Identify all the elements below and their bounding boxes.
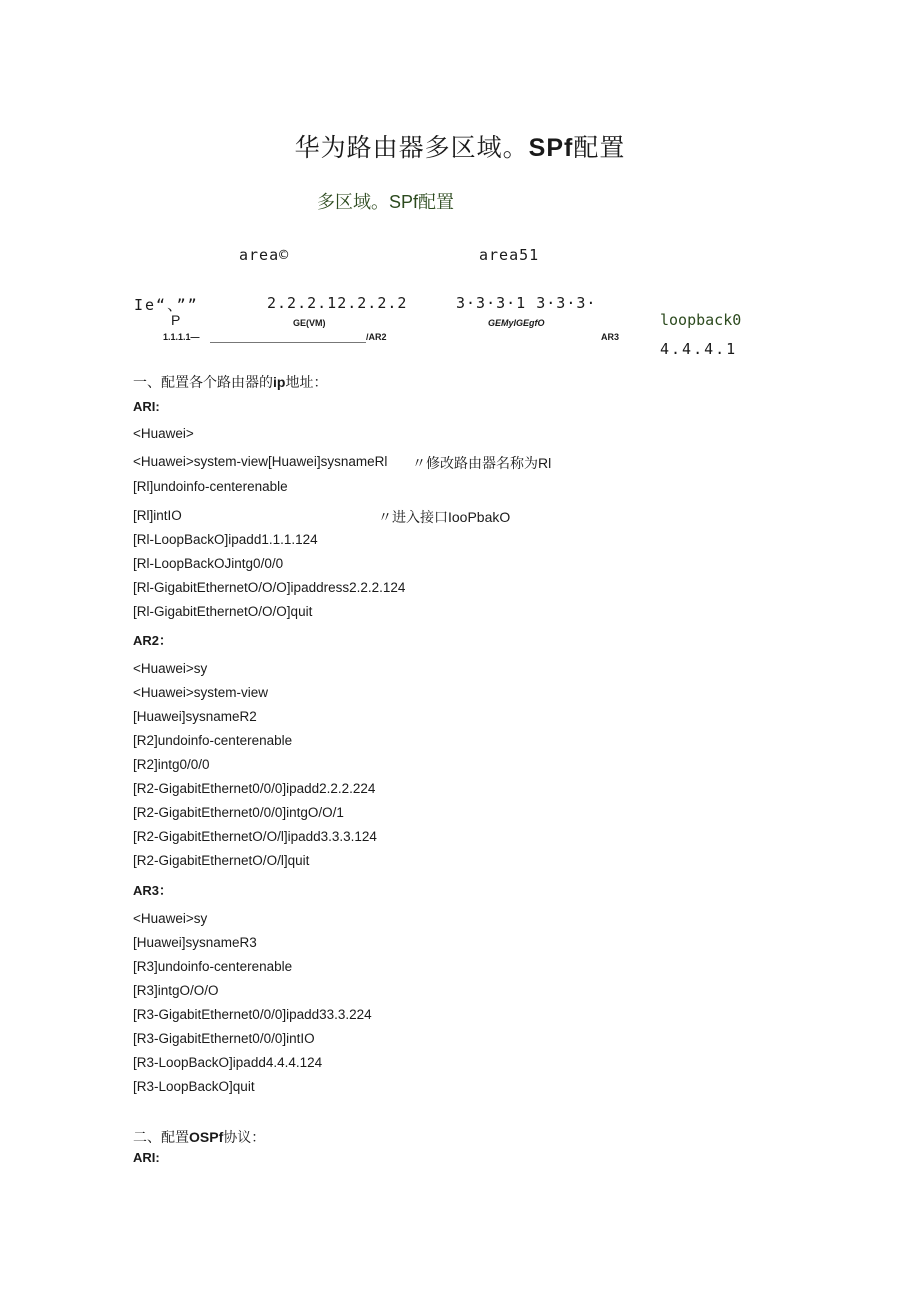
loopback-ip: 4.4.4.1 (660, 340, 738, 358)
cmd-line: [Rl-GigabitEthernetO/O/O]ipaddress2.2.2.124 (133, 580, 406, 595)
section2-heading (133, 1127, 265, 1147)
title-suffix: 配置 (573, 134, 626, 162)
ip-r1-r2: 2.2.2.12.2.2.2 (267, 294, 408, 312)
cmd-line: [Huawei]sysnameR3 (133, 935, 257, 950)
ge-vm-label: GE(VM) (293, 318, 326, 328)
p-label: P (171, 312, 181, 328)
loopback-label: loopback0 (660, 311, 742, 329)
subtitle: 多区域。SPf配置 (317, 192, 455, 212)
comment-interface: 〃进入接口IooPbakO (378, 509, 511, 525)
title-prefix: 华为路由器多区域。 (294, 134, 529, 162)
cmd-line: [R2-GigabitEthernet0/0/0]ipadd2.2.2.224 (133, 781, 376, 796)
ar1-label: ARI: (133, 399, 160, 414)
cmd-line: <Huawei>sy (133, 661, 208, 676)
ar3-section-label: AR3： (133, 883, 173, 898)
cmd-line: [R2-GigabitEthernet0/0/0]intgO/O/1 (133, 805, 344, 820)
cmd-line: <Huawei> (133, 426, 194, 441)
cmd-line: [R3-LoopBackO]ipadd4.4.4.124 (133, 1055, 323, 1070)
cmd-line: [Rl-LoopBackOJintg0/0/0 (133, 556, 284, 571)
section1-heading (133, 372, 327, 392)
cmd-line: [R3]undoinfo-centerenable (133, 959, 293, 974)
cmd-line: [R3-LoopBackO]quit (133, 1079, 255, 1094)
cmd-line: <Huawei>system-view (133, 685, 269, 700)
area0-label: area© (239, 246, 290, 264)
gemy-label: GEMylGEgfO (488, 318, 545, 328)
cmd-line: [R2]undoinfo-centerenable (133, 733, 293, 748)
left-glyph: Ie“、”” (134, 296, 199, 314)
ar2-section-label: AR2： (133, 633, 173, 648)
r1-ip-label: 1.1.1.1— (163, 332, 200, 342)
section2-heading-b: OSPf (189, 1129, 224, 1145)
section2-ar1-label: ARI: (133, 1150, 160, 1165)
link-line (210, 342, 366, 343)
cmd-line: [R2]intg0/0/0 (133, 757, 210, 772)
cmd-line: [Rl-LoopBackO]ipadd1.1.1.124 (133, 532, 318, 547)
area51-label: area51 (479, 246, 540, 264)
ar2-label: /AR2 (366, 332, 387, 342)
cmd-line: [Huawei]sysnameR2 (133, 709, 257, 724)
section1-heading-b: ip (273, 374, 286, 390)
title-bold: SPf (528, 134, 574, 162)
cmd-line: [R3]intgO/O/O (133, 983, 219, 998)
cmd-line: [R2-GigabitEthernetO/O/l]ipadd3.3.3.124 (133, 829, 377, 844)
cmd-line: [Rl-GigabitEthernetO/O/O]quit (133, 604, 313, 619)
page-title (0, 128, 920, 164)
section1-heading-c: 地址： (285, 374, 328, 390)
section2-heading-c: 协议： (223, 1129, 266, 1145)
cmd-line: [Rl]intIO (133, 508, 182, 523)
cmd-line: [R3-GigabitEthernet0/0/0]ipadd33.3.224 (133, 1007, 372, 1022)
cmd-line: <Huawei>system-view[Huawei]sysnameRl (133, 454, 388, 469)
cmd-line: [R3-GigabitEthernet0/0/0]intIO (133, 1031, 315, 1046)
section1-heading-a: 一、配置各个路由器的 (133, 374, 273, 390)
ar3-label: AR3 (601, 332, 620, 342)
cmd-line: [R2-GigabitEthernetO/O/l]quit (133, 853, 310, 868)
comment-rename: 〃修改路由器名称为Rl (412, 455, 552, 471)
ip-r2-r3: 3·3·3·1 3·3·3· (456, 294, 597, 312)
cmd-line: [Rl]undoinfo-centerenable (133, 479, 288, 494)
cmd-line: <Huawei>sy (133, 911, 208, 926)
section2-heading-a: 二、配置 (133, 1129, 189, 1145)
